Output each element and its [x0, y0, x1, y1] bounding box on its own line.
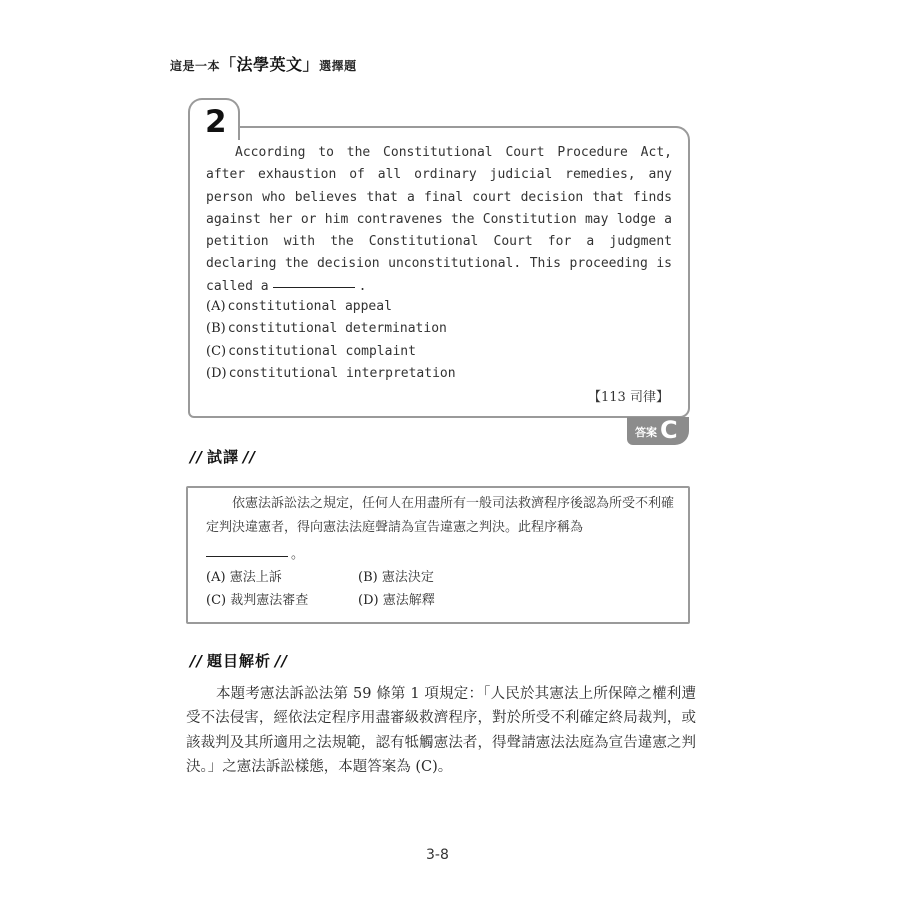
translation-blank: [206, 556, 288, 557]
option-b: [206, 318, 456, 340]
option-label: (A): [206, 570, 226, 585]
analysis-heading-text: 題目解析: [206, 652, 271, 670]
option-label: (A): [206, 299, 226, 314]
analysis-heading: // 題目解析 //: [190, 652, 288, 670]
header-brand: 法學英文: [236, 55, 303, 74]
question-options: [206, 296, 456, 385]
option-text: 憲法上訴: [229, 570, 282, 585]
analysis-text: [186, 682, 696, 780]
option-text: 憲法決定: [381, 570, 434, 585]
option-label: (D): [206, 365, 227, 381]
translation-paragraph: 依憲法訴訟法之規定，任何人在用盡所有一般司法救濟程序後認為所受不利確定判決違憲者，得向憲法法庭聲請為宣告違憲之判決。此程序稱為: [206, 496, 675, 535]
option-label: (B): [358, 570, 378, 585]
page-number: 3-8: [426, 847, 449, 863]
question-source: 【113 司律】: [588, 390, 669, 405]
option-text: 裁判憲法審查: [230, 593, 309, 608]
question-number: 2: [205, 104, 227, 140]
translation-option-b: [358, 566, 434, 585]
translation-heading-text: 試譯: [206, 448, 239, 466]
option-text: constitutional interpretation: [228, 365, 456, 381]
option-a: [206, 296, 456, 318]
header-close-bracket: 」: [302, 55, 320, 74]
option-label: (B): [206, 321, 226, 337]
translation-text-end: 。: [291, 547, 305, 562]
header-open-bracket: 「: [220, 55, 237, 74]
option-label: (C): [206, 343, 227, 359]
option-label: (D): [358, 593, 379, 608]
option-d: [206, 363, 456, 385]
translation-option-a: [206, 566, 282, 585]
option-label: (C): [206, 593, 227, 608]
question-stem-text: According to the Constitutional Court Procedure Act, after exhaustion of all ordinary judicial remedies, any person who believes that a final court decision that finds against her or him contravenes the Constitution may lodge a petition with the Constitutional Court for a judgment declaring the decision unconstitutional. This proceeding is called a: [206, 145, 672, 294]
answer-label: 答案: [635, 426, 657, 439]
header-suffix: 選擇題: [319, 59, 357, 73]
answer-letter: C: [660, 416, 678, 444]
option-c: [206, 341, 456, 363]
translation-heading: // 試譯 //: [190, 448, 256, 466]
option-text: 憲法解釋: [382, 593, 435, 608]
question-stem-end: .: [358, 278, 367, 294]
answer-blank: [273, 287, 355, 288]
option-text: constitutional determination: [227, 321, 447, 337]
option-text: constitutional complaint: [228, 343, 416, 359]
header-prefix: 這是一本: [170, 59, 221, 73]
answer-badge: [627, 417, 689, 445]
translation-option-c: [206, 589, 308, 608]
translation-option-d: [358, 589, 435, 608]
translation-text: [206, 492, 676, 540]
option-text: constitutional appeal: [227, 299, 392, 314]
running-header: [170, 52, 357, 75]
analysis-paragraph: 本題考憲法訴訟法第 59 條第 1 項規定：「人民於其憲法上所保障之權利遭受不法侵害，經依法定程序用盡審級救濟程序，對於所受不利確定終局裁判，或該裁判及其所適用之法規範，認有牴觸憲法者，得聲請憲法法庭為宣告違憲之判決。」之憲法訴訟樣態，本題答案為 (C)。: [186, 686, 696, 776]
question-stem: [206, 142, 672, 298]
